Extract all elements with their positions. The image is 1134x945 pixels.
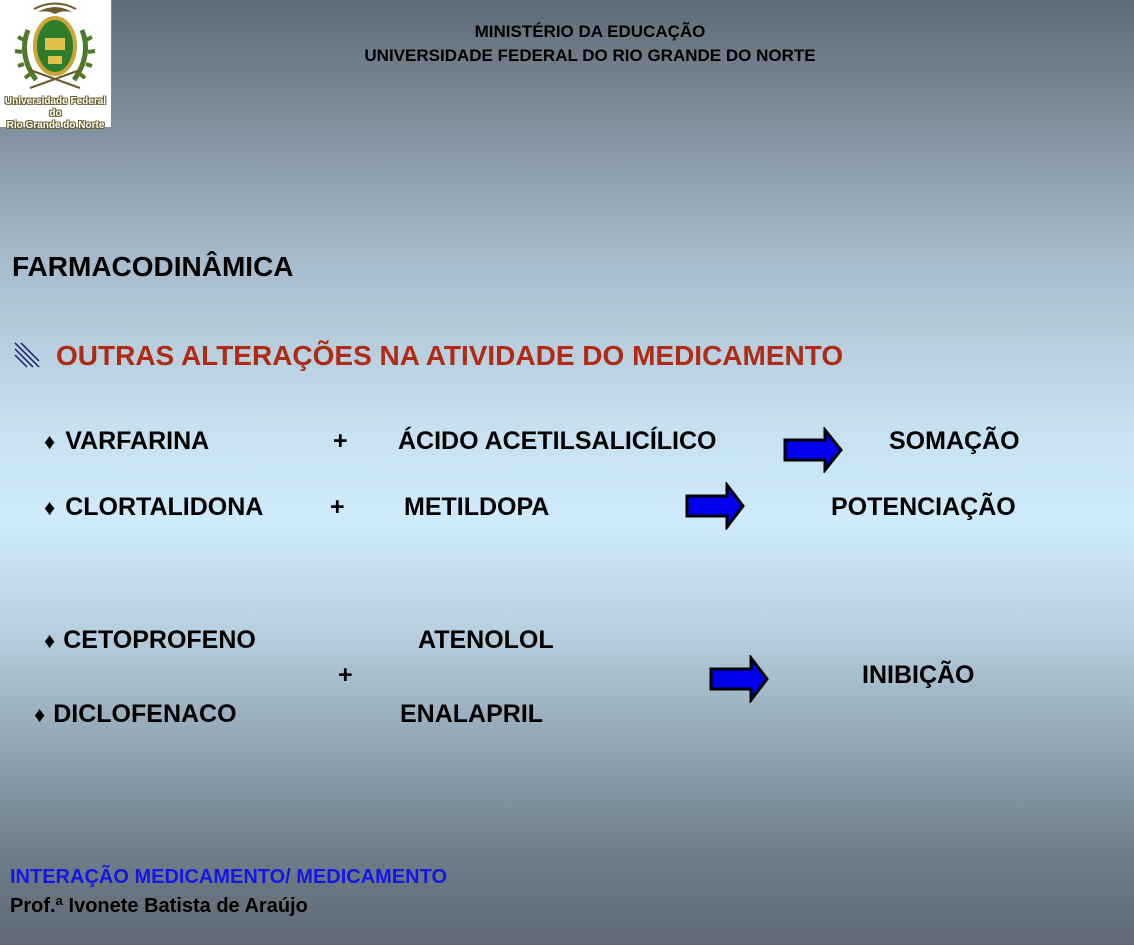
group-plus: + — [338, 661, 353, 689]
right-arrow-icon — [709, 655, 769, 708]
row2-result: POTENCIAÇÃO — [831, 493, 1016, 521]
right-arrow-icon — [685, 482, 745, 535]
group-drug-b2: ENALAPRIL — [400, 700, 544, 728]
logo-caption — [2, 96, 109, 132]
diamond-icon: ♦ — [44, 495, 56, 520]
logo-caption-line2: Rio Grande do Norte — [6, 120, 105, 131]
group-drug-a1 — [44, 626, 256, 655]
footer-author: Prof.ª Ivonete Batista de Araújo — [10, 895, 308, 917]
slide-subtitle: OUTRAS ALTERAÇÕES NA ATIVIDADE DO MEDICAMENTO — [56, 340, 844, 371]
diamond-icon: ♦ — [34, 702, 46, 727]
group-drug-a2-label: DICLOFENACO — [53, 700, 237, 728]
group-drug-a2 — [34, 700, 237, 729]
row2-drug-b: METILDOPA — [404, 493, 550, 521]
diamond-icon: ♦ — [44, 429, 56, 454]
row2-drug-a-label: CLORTALIDONA — [65, 493, 264, 521]
row1-plus: + — [333, 427, 348, 455]
group-drug-b1: ATENOLOL — [418, 626, 554, 654]
header-ministry: MINISTÉRIO DA EDUCAÇÃO — [474, 22, 706, 41]
university-logo — [0, 0, 112, 131]
row1-drug-a-label: VARFARINA — [65, 427, 210, 455]
crest-icon — [0, 0, 111, 96]
hatched-lines-icon — [14, 342, 40, 373]
right-arrow-icon — [783, 427, 843, 478]
footer-topic: INTERAÇÃO MEDICAMENTO/ MEDICAMENTO — [10, 866, 448, 888]
row1-drug-a — [44, 427, 209, 456]
diamond-icon: ♦ — [44, 628, 56, 653]
header-university: UNIVERSIDADE FEDERAL DO RIO GRANDE DO NORTE — [364, 46, 816, 65]
slide-title: FARMACODINÂMICA — [12, 251, 294, 282]
logo-caption-line1: Universidade Federal do — [4, 96, 107, 119]
row1-drug-b: ÁCIDO ACETILSALICÍLICO — [398, 427, 717, 455]
group-drug-a1-label: CETOPROFENO — [63, 626, 256, 654]
group-result: INIBIÇÃO — [862, 661, 975, 689]
row1-result: SOMAÇÃO — [889, 427, 1020, 455]
row2-drug-a — [44, 493, 263, 522]
row2-plus: + — [330, 493, 345, 521]
